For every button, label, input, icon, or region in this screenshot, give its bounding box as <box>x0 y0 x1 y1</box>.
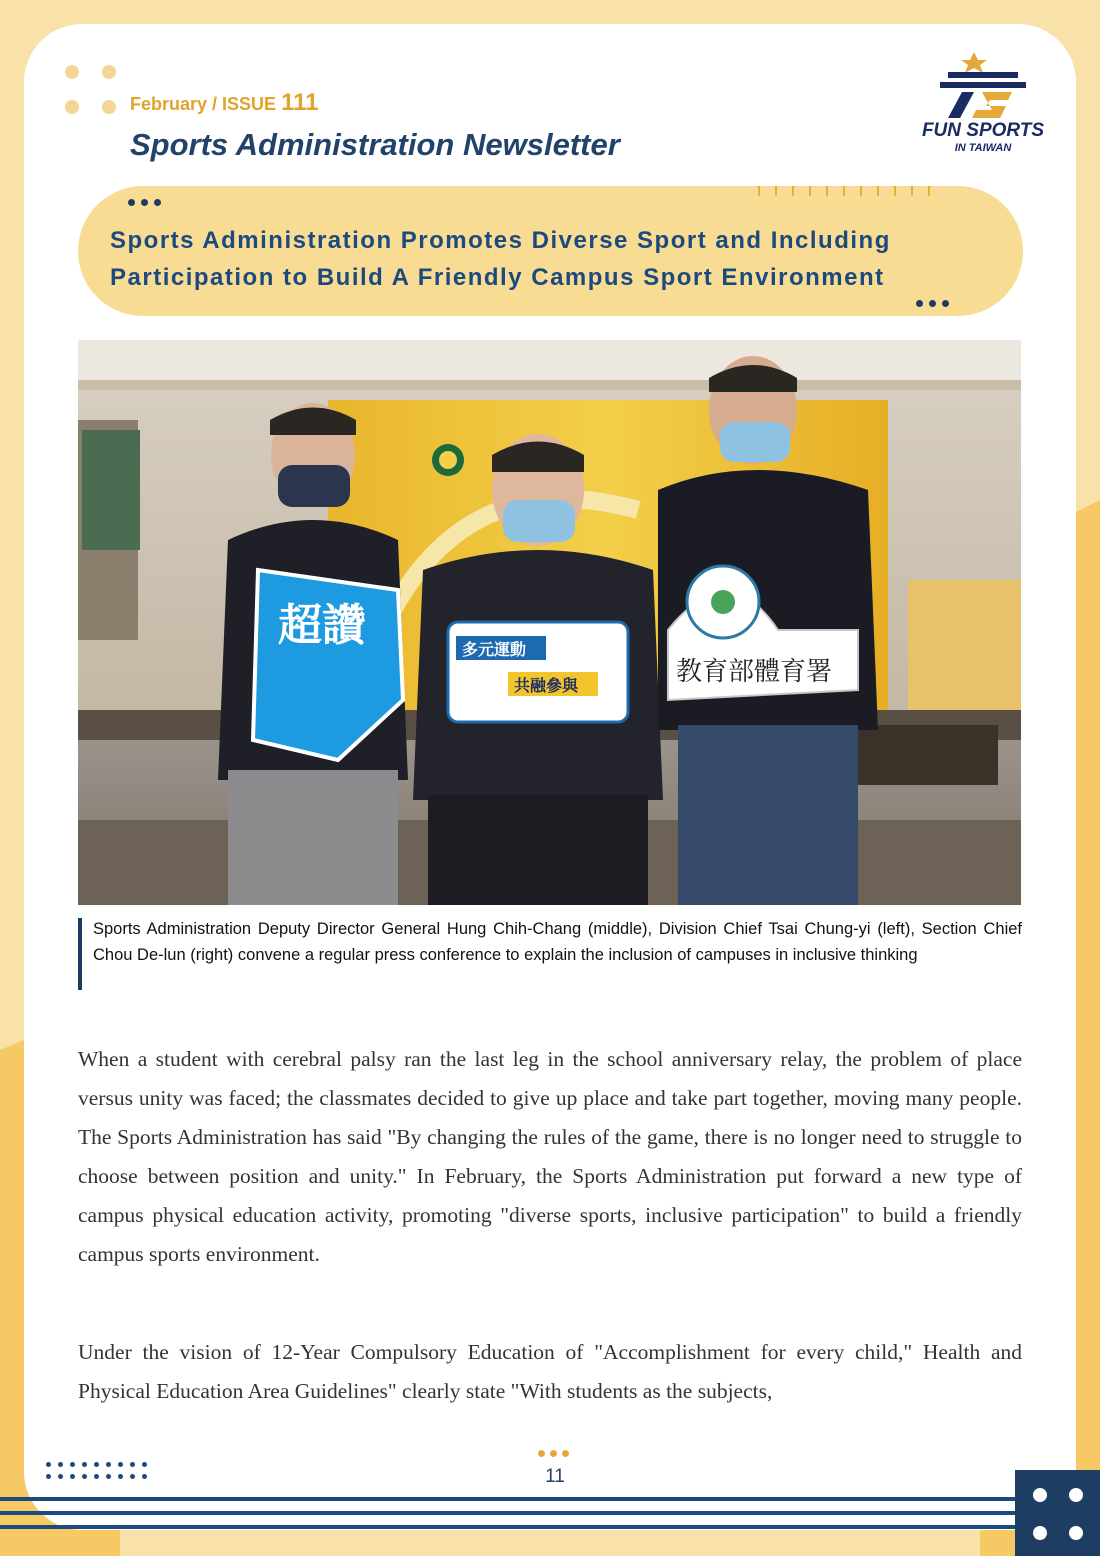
article-title: Sports Administration Promotes Diverse Sport and Including Participation to Build A Friendly Campus Sport Environment <box>110 227 891 291</box>
grid-dot <box>94 1462 99 1467</box>
footer-stripe <box>0 1525 1018 1529</box>
issue-label <box>130 89 318 117</box>
grid-dot <box>106 1474 111 1479</box>
grid-dot <box>118 1474 123 1479</box>
page-number-dots <box>538 1450 569 1457</box>
footer-stripe <box>0 1497 1018 1501</box>
sign-middle <box>448 622 628 722</box>
grid-dot <box>70 1462 75 1467</box>
newsletter-title: Sports Administration Newsletter <box>130 127 620 162</box>
decorative-dots <box>62 62 122 122</box>
title-tick-marks <box>758 186 958 198</box>
issue-number: 111 <box>281 89 319 116</box>
grid-dot <box>58 1462 63 1467</box>
corner-block <box>1015 1470 1100 1556</box>
body-paragraph-1: When a student with cerebral palsy ran the last leg in the school anniversary relay, the problem of place versus unity was faced; the classmates decided to give up place and take part together, moving many people. The Sports Administration has said "By changing the rules of the game, there is no longer need to struggle to choose between position and unity." In February, the Sports Administration put forward a new type of campus physical education activity, promoting "diverse sports, inclusive participation" to build a friendly campus sports environment. <box>78 1047 1022 1266</box>
press-conference-photo <box>78 340 1021 905</box>
sign-middle-line1: 多元運動 <box>462 640 527 659</box>
logo-emblem-icon <box>912 50 1054 122</box>
grid-dot <box>130 1462 135 1467</box>
grid-dot <box>142 1462 147 1467</box>
footer-dot-grid <box>46 1462 150 1484</box>
caption-accent-bar <box>78 918 82 990</box>
sign-left-text: 超讚 <box>278 600 366 651</box>
fun-sports-logo <box>912 50 1054 162</box>
grid-dot <box>46 1474 51 1479</box>
sign-right-text: 教育部體育署 <box>676 657 833 687</box>
grid-dot <box>106 1462 111 1467</box>
logo-text-main: FUN SPORTS <box>921 120 1045 141</box>
footer-stripe <box>0 1511 1018 1515</box>
grid-dot <box>70 1474 75 1479</box>
title-dots-left <box>128 199 161 206</box>
grid-dot <box>118 1462 123 1467</box>
logo-text-sub: IN TAIWAN <box>954 142 1012 154</box>
grid-dot <box>142 1474 147 1479</box>
grid-dot <box>82 1474 87 1479</box>
grid-dot <box>46 1462 51 1467</box>
grid-dot <box>82 1462 87 1467</box>
body-paragraph-2: Under the vision of 12-Year Compulsory Education of "Accomplishment for every child," Health and Physical Education Area Guidelines" clearly state "With students as the subjects, <box>78 1340 1022 1403</box>
grid-dot <box>94 1474 99 1479</box>
issue-prefix: February / ISSUE <box>130 94 277 114</box>
page-number: 11 <box>545 1466 565 1487</box>
grid-dot <box>130 1474 135 1479</box>
title-dots-right <box>916 300 949 307</box>
photo-caption: Sports Administration Deputy Director General Hung Chih-Chang (middle), Division Chief Tsai Chung-yi (left), Section Chief Chou De-lun (right) convene a regular press conference to explain the inclusion of campuses in inclusive thinking <box>93 920 1022 964</box>
grid-dot <box>58 1474 63 1479</box>
sign-middle-line2: 共融參與 <box>514 676 579 695</box>
